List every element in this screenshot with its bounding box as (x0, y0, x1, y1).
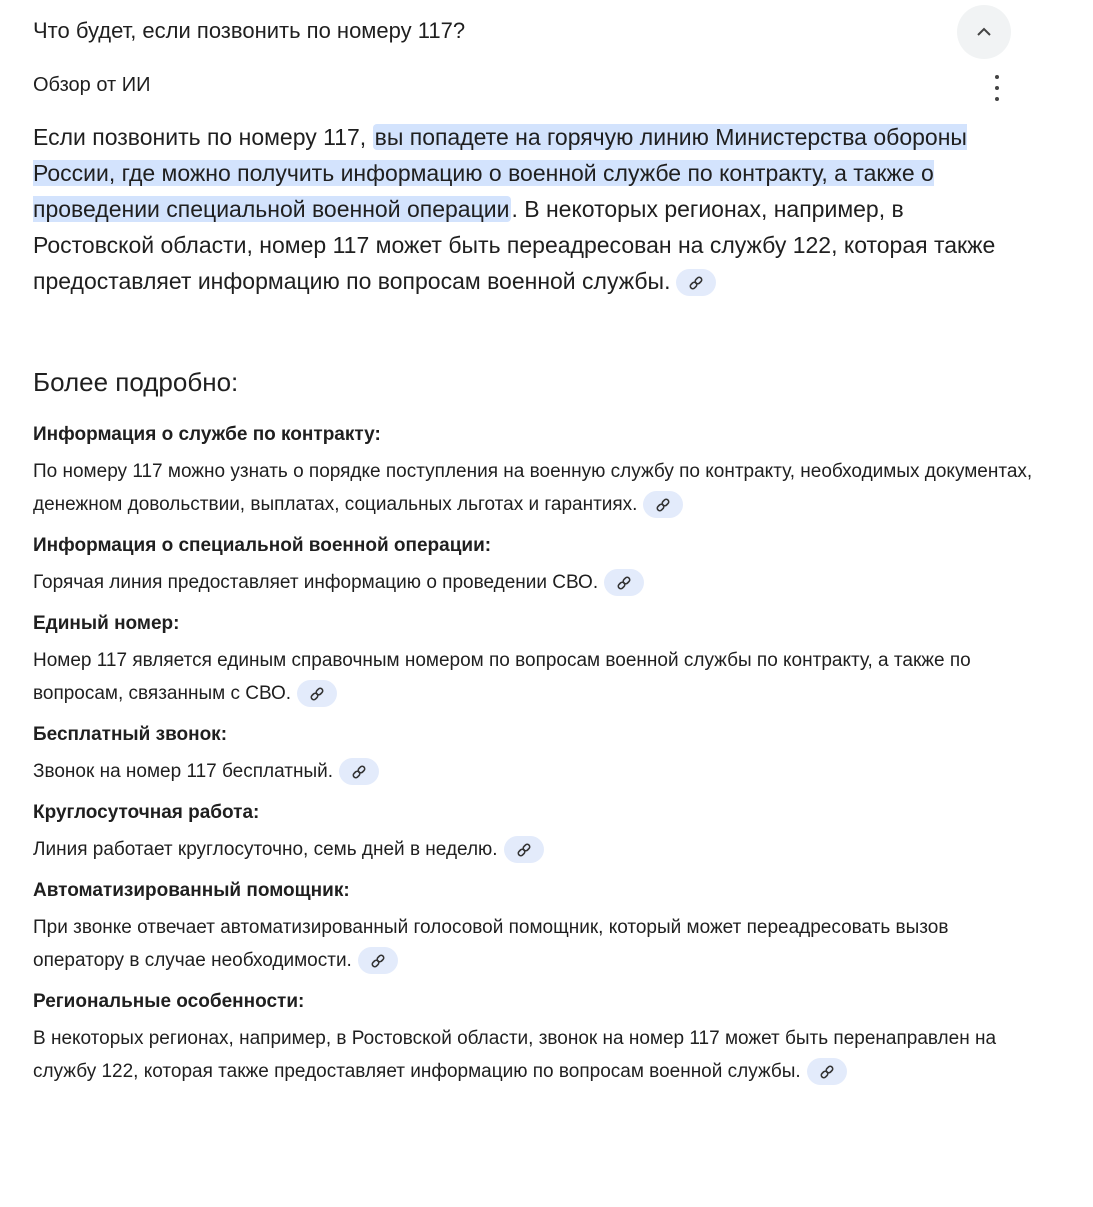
section-text (33, 566, 1033, 599)
overview-summary (33, 119, 1023, 299)
detail-section (33, 799, 1033, 866)
link-icon (616, 575, 632, 591)
search-query: Что будет, если позвонить по номеру 117? (33, 18, 466, 43)
section-text (33, 911, 1033, 977)
section-body: Линия работает круглосуточно, семь дней в неделю. (33, 839, 498, 860)
section-text (33, 644, 1033, 710)
section-title: Информация о службе по контракту: (33, 424, 381, 445)
detail-section (33, 877, 1033, 977)
link-icon (309, 686, 325, 702)
section-title: Единый номер: (33, 613, 180, 634)
section-body: Номер 117 является единым справочным номером по вопросам военной службы по контракту, а также по вопросам, связанным с СВО. (33, 650, 971, 704)
collapse-button[interactable] (957, 5, 1011, 59)
link-icon (655, 497, 671, 513)
section-body: Горячая линия предоставляет информацию о проведении СВО. (33, 572, 599, 593)
source-link-button[interactable] (807, 1058, 847, 1085)
link-icon (688, 275, 704, 291)
source-link-button[interactable] (504, 836, 544, 863)
source-link-button[interactable] (358, 947, 398, 974)
section-title: Круглосуточная работа: (33, 802, 260, 823)
detail-section (33, 421, 1033, 521)
section-text (33, 455, 1033, 521)
source-link-button[interactable] (297, 680, 337, 707)
section-text (33, 833, 1033, 866)
section-title: Автоматизированный помощник: (33, 880, 350, 901)
highlighted-answer: вы попадете на горячую линию Министерства обороны России, где можно получить информацию о военной службе по контракту, а также о проведении специальной военной операции (33, 124, 967, 222)
source-link-button[interactable] (339, 758, 379, 785)
details-list (33, 421, 1033, 1099)
section-body: Звонок на номер 117 бесплатный. (33, 761, 334, 782)
ai-overview-title: Обзор от ИИ (33, 74, 151, 96)
detail-section (33, 610, 1033, 710)
summary-text-continued: . В некоторых регионах, например, в Ростовской области, номер 117 может быть переадресован на службу 122, которая также предоставляет информацию по вопросам военной службы. (33, 196, 996, 294)
source-link-button[interactable] (604, 569, 644, 596)
section-text (33, 1022, 1033, 1088)
summary-text: Если позвонить по номеру 117, (33, 124, 373, 150)
section-text (33, 755, 1033, 788)
section-title: Бесплатный звонок: (33, 724, 228, 745)
section-body: По номеру 117 можно узнать о порядке поступления на военную службу по контракту, необходимых документах, денежном довольствии, выплатах, социальных льготах и гарантиях. (33, 461, 1033, 515)
detail-section (33, 532, 1033, 599)
more-options-icon[interactable] (986, 75, 1008, 101)
link-icon (819, 1064, 835, 1080)
link-icon (516, 842, 532, 858)
section-title: Региональные особенности: (33, 991, 305, 1012)
chevron-up-icon (974, 22, 994, 42)
detail-section (33, 988, 1033, 1088)
section-body: При звонке отвечает автоматизированный голосовой помощник, который может переадресовать вызов оператору в случае необходимости. (33, 917, 949, 971)
link-icon (370, 953, 386, 969)
section-title: Информация о специальной военной операции: (33, 535, 492, 556)
source-link-button[interactable] (676, 269, 716, 296)
link-icon (351, 764, 367, 780)
source-link-button[interactable] (643, 491, 683, 518)
detail-section (33, 721, 1033, 788)
details-heading: Более подробно: (33, 367, 239, 397)
section-body: В некоторых регионах, например, в Ростовской области, звонок на номер 117 может быть перенаправлен на службу 122, которая также предоставляет информацию по вопросам военной службы. (33, 1028, 997, 1082)
